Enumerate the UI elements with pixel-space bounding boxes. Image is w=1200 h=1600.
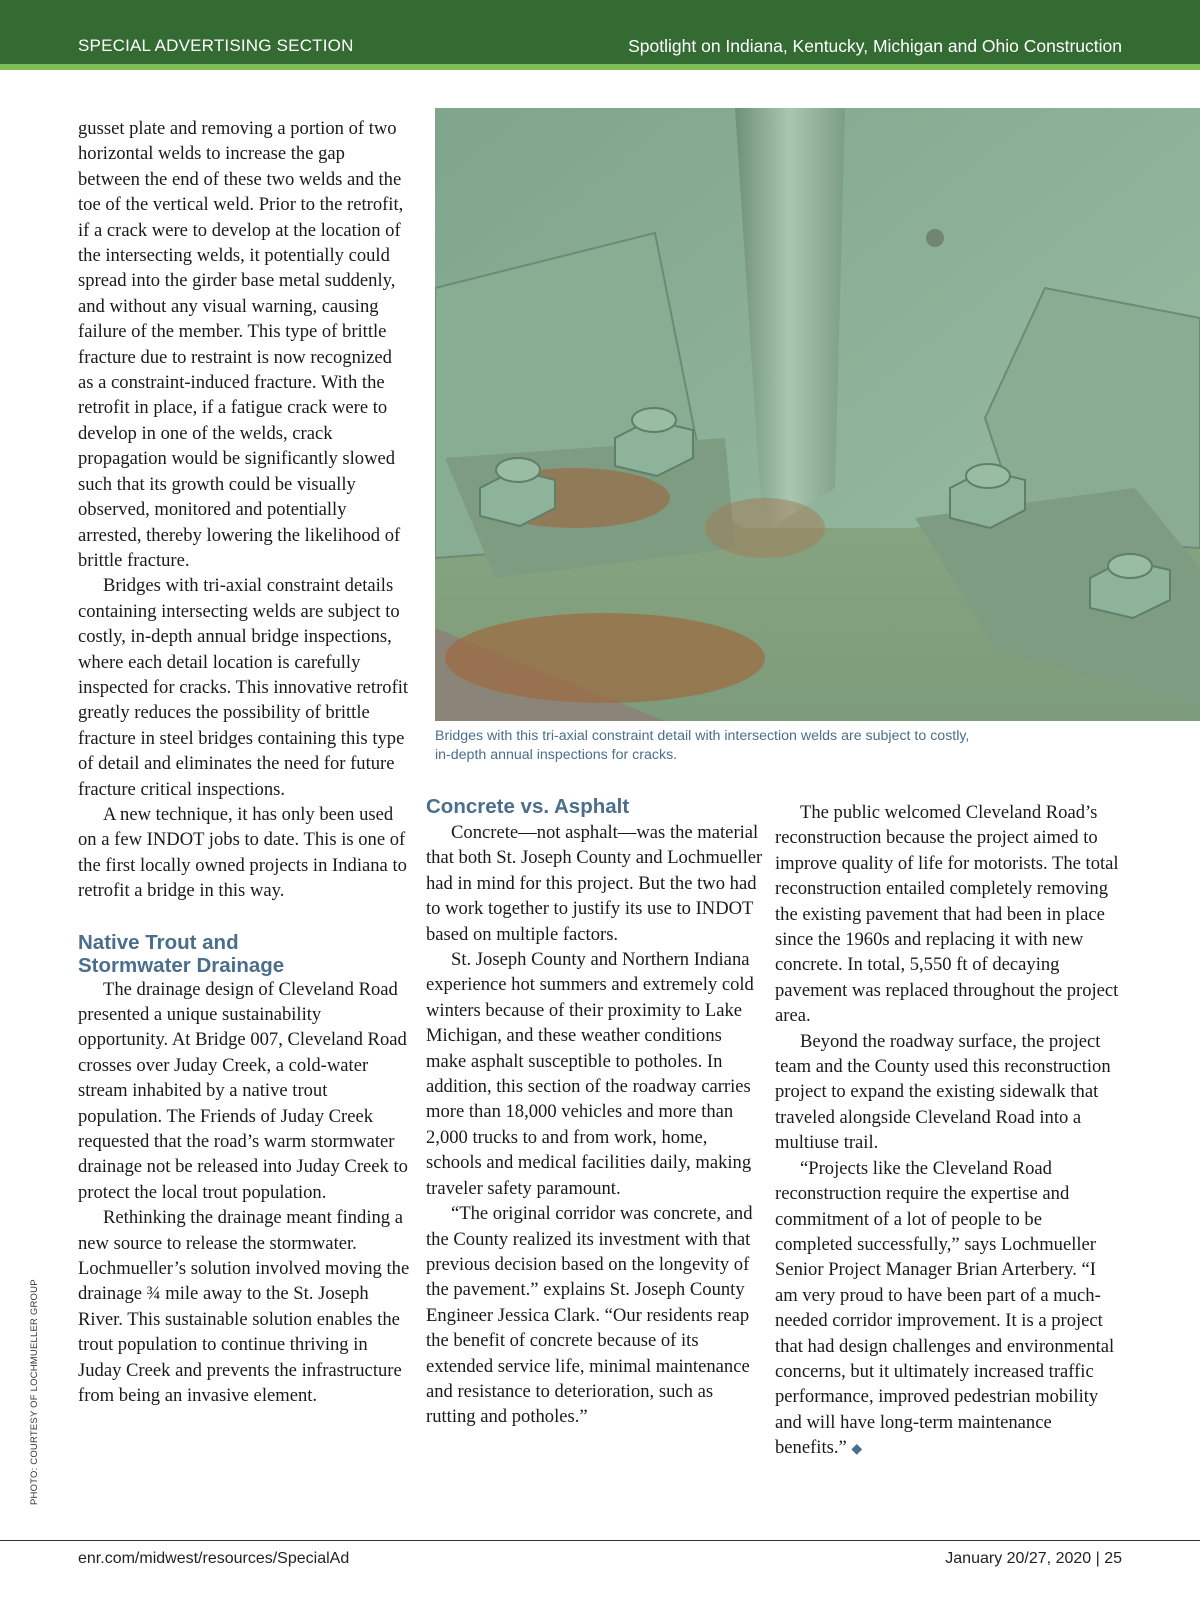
header-rule bbox=[0, 64, 1200, 70]
subhead-line: Stormwater Drainage bbox=[78, 953, 285, 977]
publication-spotlight-title: Spotlight on Indiana, Kentucky, Michigan and Ohio Construction bbox=[628, 36, 1122, 56]
subhead-concrete-vs-asphalt: Concrete vs. Asphalt bbox=[426, 795, 630, 818]
bridge-weld-photo bbox=[435, 108, 1200, 721]
paragraph: Beyond the roadway surface, the project team and the County used this reconstruction project to expand the existing sidewalk that traveled alongside Cleveland Road into a multiuse trail. bbox=[775, 1030, 1111, 1154]
footer-url: enr.com/midwest/resources/SpecialAd bbox=[78, 1550, 350, 1567]
subhead-line: Native Trout and bbox=[78, 930, 239, 954]
end-mark-icon: ◆ bbox=[851, 1442, 863, 1458]
footer-rule bbox=[0, 1540, 1200, 1541]
paragraph: Rethinking the drainage meant finding a new source to release the stormwater. Lochmueller’s solution involved moving the drainage ¾ mile away to the St. Joseph River. This sustainable solution enables the trout population to continue thriving in Juday Creek and prevents the infrastructure from being an invasive element. bbox=[78, 1207, 410, 1407]
section-label: SPECIAL ADVERTISING SECTION bbox=[78, 36, 354, 55]
article-column-3 bbox=[775, 800, 1120, 1463]
footer-date-page: January 20/27, 2020 | 25 bbox=[945, 1550, 1122, 1567]
paragraph: gusset plate and removing a portion of two horizontal welds to increase the gap between the end of these two welds and the toe of the vertical weld. Prior to the retrofit, if a crack were to develop at the location of the intersecting welds, it potentially could spread into the girder base metal suddenly, and without any visual warning, causing failure of the member. This type of brittle fracture due to restraint is now recognized as a constraint-induced fracture. With the retrofit in place, if a fatigue crack were to develop in one of the welds, crack propagation would be significantly slowed such that its growth could be visually observed, monitored and potentially arrested, thereby lowering the likelihood of brittle fracture. bbox=[78, 118, 404, 571]
paragraph: St. Joseph County and Northern Indiana experience hot summers and extremely cold winters because of their proximity to Lake Michigan, and these weather conditions make asphalt susceptible to potholes. In addition, this section of the roadway carries more than 18,000 vehicles and more than 2,000 trucks to and from work, home, schools and medical facilities daily, making traveler safety paramount. bbox=[426, 949, 754, 1199]
paragraph: Bridges with tri-axial constraint details containing intersecting welds are subject to costly, in-depth annual bridge inspections, where each detail location is carefully inspected for cracks. This innovative retrofit greatly reduces the possibility of brittle fracture in steel bridges containing this type of detail and eliminates the need for future fracture critical inspections. bbox=[78, 575, 409, 800]
paragraph: A new technique, it has only been used on a few INDOT jobs to date. This is one of the first locally owned projects in Indiana to retrofit a bridge in this way. bbox=[78, 803, 407, 902]
paragraph: The public welcomed Cleveland Road’s reconstruction because the project aimed to improve quality of life for motorists. The total reconstruction entailed completely removing the existing pavement that had been in place since the 1960s and replacing it with new concrete. In total, 5,550 ft of decaying pavement was replaced throughout the project area. bbox=[775, 802, 1119, 1027]
article-column-1 bbox=[78, 116, 410, 1409]
caption-line: in-depth annual inspections for cracks. bbox=[435, 747, 678, 763]
caption-line: Bridges with this tri-axial constraint detail with intersection welds are subject to costly, bbox=[435, 728, 970, 744]
paragraph bbox=[775, 1156, 1120, 1463]
paragraph: “The original corridor was concrete, and the County realized its investment with that previous decision based on the longevity of the pavement.” explains St. Joseph County Engineer Jessica Clark. “Our residents reap the benefit of concrete because of its extended service life, minimal maintenance and resistance to deterioration, such as rutting and potholes.” bbox=[426, 1203, 753, 1428]
paragraph-text: “Projects like the Cleveland Road reconstruction require the expertise and commitment of a lot of people to be completed successfully,” says Lochmueller Senior Project Manager Brian Arterbery. “I am very proud to have been part of a much-needed corridor improvement. It is a project that had design challenges and environmental concerns, but it ultimately increased traffic performance, improved pedestrian mobility and will have long-term maintenance benefits.” bbox=[775, 1157, 1115, 1459]
subhead-native-trout bbox=[78, 931, 410, 977]
article-column-2 bbox=[426, 795, 766, 1430]
paragraph: The drainage design of Cleveland Road presented a unique sustainability opportunity. At Bridge 007, Cleveland Road crosses over Juday Creek, a cold-water stream inhabited by a native trout population. The Friends of Juday Creek requested that the road’s warm stormwater drainage not be released into Juday Creek to protect the local trout population. bbox=[78, 978, 408, 1203]
photo-credit: PHOTO: COURTESY OF LOCHMUELLER GROUP bbox=[29, 1279, 40, 1505]
photo-caption bbox=[435, 727, 1135, 765]
paragraph: Concrete—not asphalt—was the material that both St. Joseph County and Lochmueller had in mind for this project. But the two had to work together to justify its use to INDOT based on multiple factors. bbox=[426, 822, 763, 945]
